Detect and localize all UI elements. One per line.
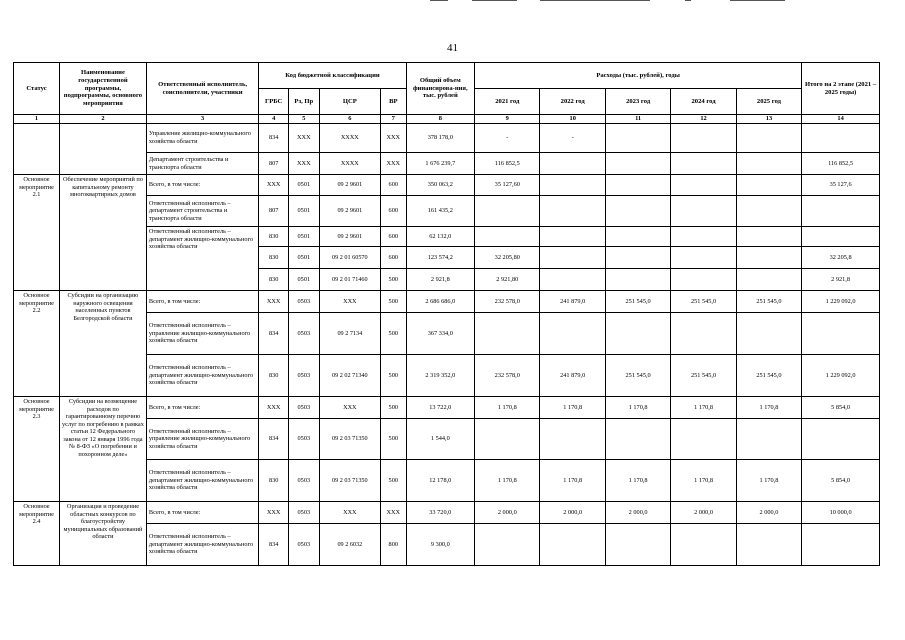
table-row — [14, 291, 880, 313]
y2025-cell: 1 170,8 — [736, 397, 801, 419]
y2022-cell: 241 879,0 — [540, 291, 605, 313]
y2021-cell: 116 852,5 — [475, 153, 540, 175]
total-cell: 13 722,0 — [406, 397, 475, 419]
y2022-cell — [540, 524, 605, 566]
y2022-cell: - — [540, 124, 605, 153]
header-csr: ЦСР — [319, 89, 380, 115]
total-cell: 2 319 352,0 — [406, 355, 475, 397]
column-number: 2 — [60, 115, 147, 124]
y2022-cell — [540, 269, 605, 291]
y2024-cell — [671, 269, 736, 291]
executor-cell: Ответственный исполнитель – департамент жилищно-коммунального хозяйства области — [146, 460, 258, 502]
y2022-cell — [540, 153, 605, 175]
column-number: 11 — [605, 115, 670, 124]
name-cell: Субсидии на организацию наружного освещения населенных пунктов Белгородской области — [60, 291, 147, 397]
y2025-cell: 251 545,0 — [736, 291, 801, 313]
itogo-cell: 32 205,8 — [802, 247, 880, 269]
column-number: 12 — [671, 115, 736, 124]
y2021-cell: 1 170,8 — [475, 460, 540, 502]
y2023-cell — [605, 313, 670, 355]
vr-cell: 500 — [381, 313, 407, 355]
column-number: 8 — [406, 115, 475, 124]
y2024-cell — [671, 419, 736, 460]
y2023-cell: 1 170,8 — [605, 460, 670, 502]
executor-cell: Ответственный исполнитель – департамент строительства и транспорта области — [146, 196, 258, 227]
grbs-cell: 830 — [259, 269, 289, 291]
column-number: 5 — [288, 115, 319, 124]
y2022-cell: 1 170,8 — [540, 460, 605, 502]
itogo-cell — [802, 524, 880, 566]
header-2023: 2023 год — [605, 89, 670, 115]
vr-cell: 800 — [381, 524, 407, 566]
itogo-cell — [802, 196, 880, 227]
table-row — [14, 175, 880, 196]
y2021-cell — [475, 196, 540, 227]
grbs-cell: 834 — [259, 524, 289, 566]
executor-cell: Всего, в том числе: — [146, 291, 258, 313]
header-expenses: Расходы (тыс. рублей), годы — [475, 63, 802, 89]
y2023-cell — [605, 524, 670, 566]
grbs-cell: 830 — [259, 355, 289, 397]
y2023-cell — [605, 227, 670, 247]
csr-cell: ХХХ — [319, 291, 380, 313]
rzpr-cell: 0501 — [288, 247, 319, 269]
y2021-cell: 32 205,80 — [475, 247, 540, 269]
itogo-cell: 1 229 092,0 — [802, 355, 880, 397]
rzpr-cell: 0501 — [288, 175, 319, 196]
y2023-cell — [605, 247, 670, 269]
executor-cell: Управление жилищно-коммунального хозяйства области — [146, 124, 258, 153]
y2025-cell — [736, 153, 801, 175]
itogo-cell: 5 854,0 — [802, 397, 880, 419]
rzpr-cell: ХХХ — [288, 124, 319, 153]
status-cell: Основное мероприятие 2.2 — [14, 291, 60, 397]
total-cell: 350 063,2 — [406, 175, 475, 196]
y2024-cell: 1 170,8 — [671, 460, 736, 502]
column-number: 4 — [259, 115, 289, 124]
vr-cell: 500 — [381, 460, 407, 502]
y2024-cell: 2 000,0 — [671, 502, 736, 524]
y2022-cell: 1 170,8 — [540, 397, 605, 419]
y2022-cell: 2 000,0 — [540, 502, 605, 524]
y2021-cell — [475, 419, 540, 460]
csr-cell: ХХХ — [319, 397, 380, 419]
vr-cell: ХХХ — [381, 502, 407, 524]
total-cell: 2 686 686,0 — [406, 291, 475, 313]
itogo-cell: 1 229 092,0 — [802, 291, 880, 313]
grbs-cell: 807 — [259, 196, 289, 227]
table-row — [14, 397, 880, 419]
vr-cell: 500 — [381, 419, 407, 460]
y2025-cell — [736, 419, 801, 460]
status-cell — [14, 124, 60, 175]
vr-cell: ХХХ — [381, 153, 407, 175]
y2022-cell: 241 879,0 — [540, 355, 605, 397]
csr-cell: 09 2 9601 — [319, 175, 380, 196]
y2024-cell — [671, 153, 736, 175]
grbs-cell: 834 — [259, 419, 289, 460]
name-cell — [60, 124, 147, 175]
y2022-cell — [540, 227, 605, 247]
rzpr-cell: 0501 — [288, 269, 319, 291]
header-total: Общий объем финансирова-ния, тыс. рублей — [406, 63, 475, 115]
y2024-cell — [671, 175, 736, 196]
y2025-cell — [736, 175, 801, 196]
y2023-cell — [605, 196, 670, 227]
vr-cell: ХХХ — [381, 124, 407, 153]
csr-cell: 09 2 01 71460 — [319, 269, 380, 291]
header-rzpr: Рз, Пр — [288, 89, 319, 115]
grbs-cell: 834 — [259, 313, 289, 355]
y2025-cell: 1 170,8 — [736, 460, 801, 502]
header-2024: 2024 год — [671, 89, 736, 115]
y2021-cell: 35 127,60 — [475, 175, 540, 196]
header-budget-code: Код бюджетной классификации — [259, 63, 406, 89]
rzpr-cell: 0503 — [288, 524, 319, 566]
rzpr-cell: 0503 — [288, 313, 319, 355]
rzpr-cell: ХХХ — [288, 153, 319, 175]
y2025-cell — [736, 196, 801, 227]
csr-cell: 09 2 01 60570 — [319, 247, 380, 269]
y2022-cell — [540, 196, 605, 227]
csr-cell: ХХХ — [319, 502, 380, 524]
y2023-cell: 2 000,0 — [605, 502, 670, 524]
column-number-row — [14, 115, 880, 124]
executor-cell: Всего, в том числе: — [146, 502, 258, 524]
y2024-cell — [671, 524, 736, 566]
vr-cell: 600 — [381, 196, 407, 227]
vr-cell: 500 — [381, 269, 407, 291]
y2022-cell — [540, 247, 605, 269]
y2022-cell — [540, 313, 605, 355]
total-cell: 123 574,2 — [406, 247, 475, 269]
itogo-cell: 5 854,0 — [802, 460, 880, 502]
y2023-cell: 251 545,0 — [605, 355, 670, 397]
y2025-cell: 2 000,0 — [736, 502, 801, 524]
grbs-cell: 830 — [259, 247, 289, 269]
y2021-cell — [475, 227, 540, 247]
itogo-cell — [802, 313, 880, 355]
y2025-cell: 251 545,0 — [736, 355, 801, 397]
page-number: 41 — [447, 42, 458, 54]
header-2025: 2025 год — [736, 89, 801, 115]
column-number: 10 — [540, 115, 605, 124]
y2024-cell: 251 545,0 — [671, 355, 736, 397]
itogo-cell — [802, 227, 880, 247]
y2021-cell: 232 578,0 — [475, 291, 540, 313]
total-cell: 12 178,0 — [406, 460, 475, 502]
executor-cell: Всего, в том числе: — [146, 175, 258, 196]
y2025-cell — [736, 124, 801, 153]
executor-cell: Ответственный исполнитель – управление жилищно-коммунального хозяйства области — [146, 313, 258, 355]
y2025-cell — [736, 313, 801, 355]
y2022-cell — [540, 419, 605, 460]
itogo-cell — [802, 124, 880, 153]
header-name: Наименование государственной программы, подпрограммы, основного мероприятия — [60, 63, 147, 115]
rzpr-cell: 0503 — [288, 460, 319, 502]
total-cell: 1 676 239,7 — [406, 153, 475, 175]
header-2021: 2021 год — [475, 89, 540, 115]
vr-cell: 600 — [381, 247, 407, 269]
itogo-cell: 2 921,8 — [802, 269, 880, 291]
y2024-cell — [671, 227, 736, 247]
header-status: Статус — [14, 63, 60, 115]
y2023-cell: 251 545,0 — [605, 291, 670, 313]
executor-cell: Всего, в том числе: — [146, 397, 258, 419]
total-cell: 33 720,0 — [406, 502, 475, 524]
y2024-cell — [671, 313, 736, 355]
column-number: 9 — [475, 115, 540, 124]
csr-cell: 09 2 9601 — [319, 227, 380, 247]
vr-cell: 500 — [381, 397, 407, 419]
y2023-cell — [605, 153, 670, 175]
y2024-cell — [671, 124, 736, 153]
vr-cell: 600 — [381, 227, 407, 247]
vr-cell: 500 — [381, 355, 407, 397]
csr-cell: 09 2 02 71340 — [319, 355, 380, 397]
rzpr-cell: 0503 — [288, 397, 319, 419]
y2023-cell — [605, 175, 670, 196]
column-number: 13 — [736, 115, 801, 124]
csr-cell: 09 2 6032 — [319, 524, 380, 566]
y2021-cell: 232 578,0 — [475, 355, 540, 397]
total-cell: 378 178,0 — [406, 124, 475, 153]
grbs-cell: ХХХ — [259, 502, 289, 524]
y2025-cell — [736, 524, 801, 566]
name-cell: Субсидии на возмещение расходов по гарантированному перечню услуг по погребению в рамках статьи 12 Федерального закона от 12 января 1996 года № 8-ФЗ «О погребении и похоронном деле» — [60, 397, 147, 502]
y2025-cell — [736, 269, 801, 291]
rzpr-cell: 0503 — [288, 355, 319, 397]
rzpr-cell: 0503 — [288, 419, 319, 460]
header-itogo: Итого на 2 этапе (2021 – 2025 годы) — [802, 63, 880, 115]
rzpr-cell: 0503 — [288, 502, 319, 524]
header-2022: 2022 год — [540, 89, 605, 115]
rzpr-cell: 0501 — [288, 196, 319, 227]
executor-cell: Ответственный исполнитель – управление жилищно-коммунального хозяйства области — [146, 419, 258, 460]
y2023-cell — [605, 124, 670, 153]
executor-cell: Ответственный исполнитель – департамент жилищно-коммунального хозяйства области — [146, 355, 258, 397]
column-number: 7 — [381, 115, 407, 124]
y2024-cell — [671, 247, 736, 269]
itogo-cell — [802, 419, 880, 460]
name-cell: Обеспечение мероприятий по капитальному ремонту многоквартирных домов — [60, 175, 147, 291]
column-number: 14 — [802, 115, 880, 124]
grbs-cell: ХХХ — [259, 397, 289, 419]
rzpr-cell: 0501 — [288, 227, 319, 247]
grbs-cell: ХХХ — [259, 291, 289, 313]
y2023-cell — [605, 269, 670, 291]
y2021-cell: 2 921,80 — [475, 269, 540, 291]
itogo-cell: 35 127,6 — [802, 175, 880, 196]
grbs-cell: ХХХ — [259, 175, 289, 196]
vr-cell: 500 — [381, 291, 407, 313]
column-number: 3 — [146, 115, 258, 124]
name-cell: Организация и проведение областных конкурсов по благоустройству муниципальных образований области — [60, 502, 147, 566]
csr-cell: 09 2 7134 — [319, 313, 380, 355]
total-cell: 2 921,8 — [406, 269, 475, 291]
y2023-cell — [605, 419, 670, 460]
header-executor: Ответственный исполнитель, соисполнители, участники — [146, 63, 258, 115]
y2025-cell — [736, 227, 801, 247]
total-cell: 367 334,0 — [406, 313, 475, 355]
csr-cell: 09 2 9601 — [319, 196, 380, 227]
itogo-cell: 116 852,5 — [802, 153, 880, 175]
csr-cell: ХХХХ — [319, 124, 380, 153]
grbs-cell: 834 — [259, 124, 289, 153]
y2024-cell — [671, 196, 736, 227]
executor-cell: Департамент строительства и транспорта области — [146, 153, 258, 175]
total-cell: 9 300,0 — [406, 524, 475, 566]
executor-cell: Ответственный исполнитель – департамент жилищно-коммунального хозяйства области — [146, 524, 258, 566]
csr-cell: ХХХХ — [319, 153, 380, 175]
total-cell: 62 132,0 — [406, 227, 475, 247]
grbs-cell: 830 — [259, 227, 289, 247]
y2023-cell: 1 170,8 — [605, 397, 670, 419]
grbs-cell: 830 — [259, 460, 289, 502]
csr-cell: 09 2 03 71350 — [319, 419, 380, 460]
column-number: 6 — [319, 115, 380, 124]
executor-cell: Ответственный исполнитель – департамент жилищно-коммунального хозяйства области — [146, 227, 258, 291]
header-vr: ВР — [381, 89, 407, 115]
y2024-cell: 1 170,8 — [671, 397, 736, 419]
table-row — [14, 502, 880, 524]
grbs-cell: 807 — [259, 153, 289, 175]
status-cell: Основное мероприятие 2.1 — [14, 175, 60, 291]
itogo-cell: 10 000,0 — [802, 502, 880, 524]
csr-cell: 09 2 03 71350 — [319, 460, 380, 502]
y2024-cell: 251 545,0 — [671, 291, 736, 313]
status-cell: Основное мероприятие 2.4 — [14, 502, 60, 566]
vr-cell: 600 — [381, 175, 407, 196]
y2025-cell — [736, 247, 801, 269]
header-grbs: ГРБС — [259, 89, 289, 115]
y2021-cell — [475, 524, 540, 566]
rzpr-cell: 0503 — [288, 291, 319, 313]
budget-table — [13, 62, 880, 566]
y2021-cell: - — [475, 124, 540, 153]
table-row — [14, 124, 880, 153]
y2021-cell — [475, 313, 540, 355]
total-cell: 161 435,2 — [406, 196, 475, 227]
y2021-cell: 1 170,8 — [475, 397, 540, 419]
y2021-cell: 2 000,0 — [475, 502, 540, 524]
total-cell: 1 544,0 — [406, 419, 475, 460]
top-dashes — [430, 0, 790, 2]
y2022-cell — [540, 175, 605, 196]
column-number: 1 — [14, 115, 60, 124]
status-cell: Основное мероприятие 2.3 — [14, 397, 60, 502]
